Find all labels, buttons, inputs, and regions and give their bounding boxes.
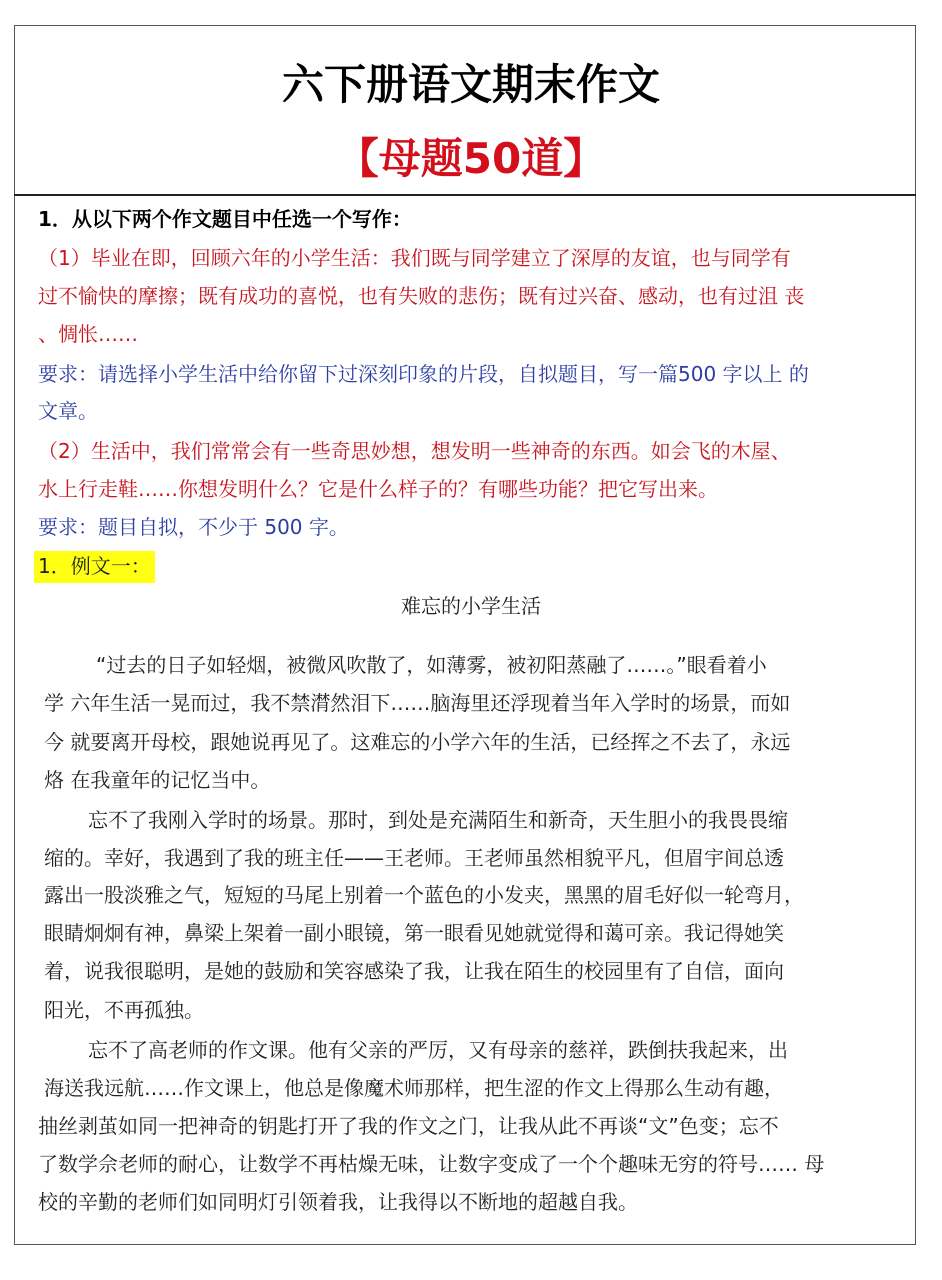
- essay-line: 忘不了高老师的作文课。他有父亲的严厉，又有母亲的慈祥，跌倒扶我起来，出: [88, 1038, 788, 1062]
- essay-line: 露出一股淡雅之气，短短的马尾上别着一个蓝色的小发夹，黑黑的眉毛好似一轮弯月，: [44, 883, 804, 907]
- option2-line: （2）生活中，我们常常会有一些奇思妙想，想发明一些神奇的东西。如会飞的木屋、: [38, 439, 791, 463]
- option1-line: （1）毕业在即，回顾六年的小学生活：我们既与同学建立了深厚的友谊，也与同学有: [38, 246, 791, 270]
- requirement2-line: 要求：题目自拟，不少于 500 字。: [38, 515, 349, 539]
- prompt-heading: 1．从以下两个作文题目中任选一个写作：: [38, 207, 412, 231]
- page-title: 六下册语文期末作文: [281, 60, 660, 109]
- essay-line: 着，说我很聪明，是她的鼓励和笑容感染了我，让我在陌生的校园里有了自信，面向: [44, 959, 784, 983]
- essay-line: 了数学佘老师的耐心，让数学不再枯燥无味，让数字变成了一个个趣味无穷的符号…… 母: [38, 1152, 825, 1176]
- essay-title: 难忘的小学生活: [401, 594, 541, 618]
- requirement1-line: 要求：请选择小学生活中给你留下过深刻印象的片段，自拟题目，写一篇500 字以上 的: [38, 362, 809, 386]
- example-label-wrap: [34, 551, 155, 583]
- requirement1-line: 文章。: [38, 399, 98, 423]
- option2-line: 水上行走鞋……你想发明什么？它是什么样子的？有哪些功能？把它写出来。: [38, 477, 718, 501]
- essay-line: 今 就要离开母校，跟她说再见了。这难忘的小学六年的生活，已经挥之不去了，永远: [44, 730, 791, 754]
- divider: [14, 194, 916, 196]
- essay-line: 抽丝剥茧如同一把神奇的钥匙打开了我的作文之门，让我从此不再谈“文”色变；忘不: [38, 1114, 779, 1138]
- essay-line: 海送我远航……作文课上，他总是像魔术师那样，把生涩的作文上得那么生动有趣，: [44, 1076, 784, 1100]
- option1-line: 、惆怅……: [38, 322, 138, 346]
- essay-line: 忘不了我刚入学时的场景。那时，到处是充满陌生和新奇，天生胆小的我畏畏缩: [88, 808, 788, 832]
- essay-line: 阳光，不再孤独。: [44, 998, 204, 1022]
- essay-line: 校的辛勤的老师们如同明灯引领着我，让我得以不断地的超越自我。: [38, 1190, 638, 1214]
- essay-line: 缩的。幸好，我遇到了我的班主任——王老师。王老师虽然相貌平凡，但眉宇间总透: [44, 846, 784, 870]
- essay-line: 学 六年生活一晃而过，我不禁潸然泪下……脑海里还浮现着当年入学时的场景，而如: [44, 691, 791, 715]
- page-subtitle: 【母题50道】: [336, 134, 606, 183]
- essay-line: 眼睛炯炯有神，鼻梁上架着一副小眼镜，第一眼看见她就觉得和蔼可亲。我记得她笑: [44, 921, 784, 945]
- example-label: 1．例文一：: [34, 551, 155, 583]
- option1-line: 过不愉快的摩擦；既有成功的喜悦，也有失败的悲伤；既有过兴奋、感动，也有过沮 丧: [38, 284, 805, 308]
- essay-line: 烙 在我童年的记忆当中。: [44, 768, 271, 792]
- essay-line: “过去的日子如轻烟，被微风吹散了，如薄雾，被初阳蒸融了……。”眼看着小: [96, 653, 767, 677]
